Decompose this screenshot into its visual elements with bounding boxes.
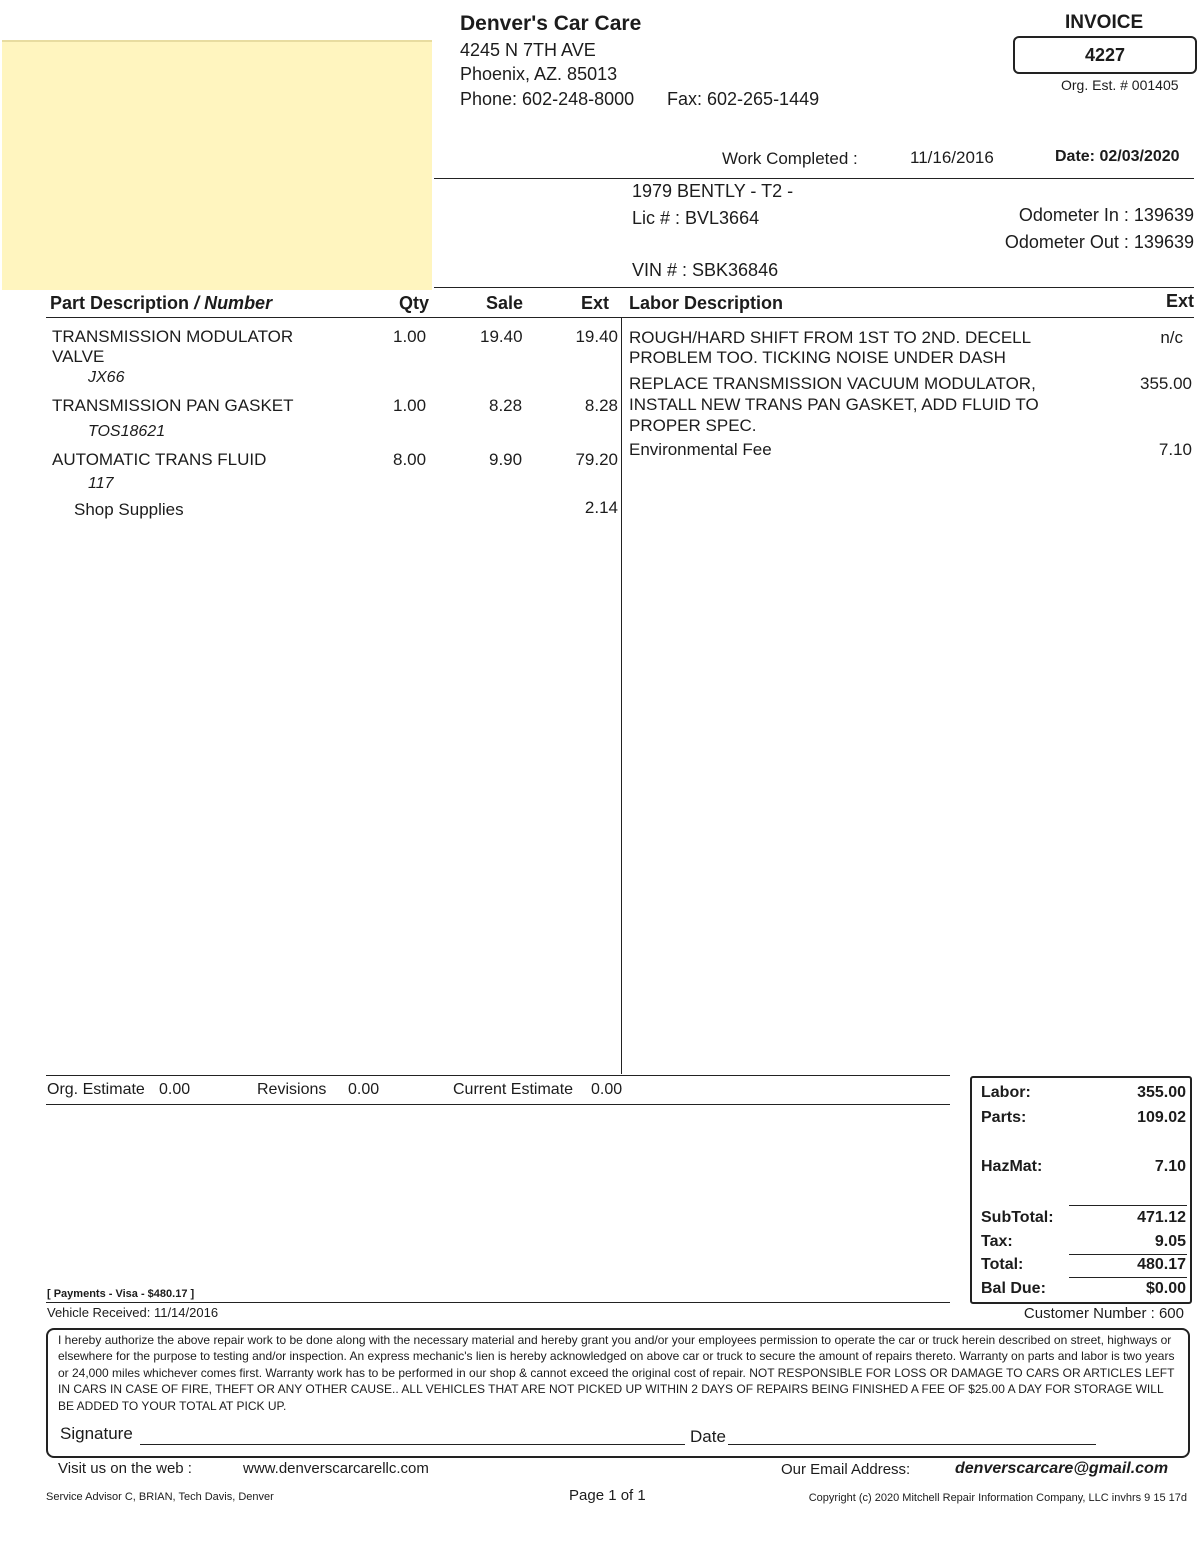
sticky-note-redaction — [2, 40, 432, 290]
labor-row-2-line1: REPLACE TRANSMISSION VACUUM MODULATOR, — [629, 374, 1036, 393]
part-row-1-number: JX66 — [88, 369, 125, 386]
sale-header: Sale — [486, 293, 524, 313]
labor-row-2-ext: 355.00 — [1140, 374, 1192, 393]
vehicle-vin: VIN # : SBK36846 — [632, 260, 779, 280]
invoice-number-box — [1013, 36, 1197, 74]
current-estimate-value: 0.00 — [591, 1081, 623, 1098]
signature-line[interactable] — [140, 1444, 685, 1445]
hazmat-value: 7.10 — [1154, 1158, 1186, 1175]
total-rule — [1069, 1254, 1187, 1255]
labor-row-1-line2: PROBLEM TOO. TICKING NOISE UNDER DASH — [629, 348, 1006, 367]
shop-address-line2: Phoenix, AZ. 85013 — [460, 64, 618, 84]
labor-row-1-ext: n/c — [1160, 328, 1183, 347]
part-row-2-ext: 8.28 — [584, 396, 618, 415]
revisions-label: Revisions — [257, 1081, 327, 1098]
part-number-header: / Number — [194, 293, 273, 313]
payments-divider — [46, 1302, 950, 1303]
copyright: Copyright (c) 2020 Mitchell Repair Information Company, LLC invhrs 9 15 17d — [808, 1492, 1187, 1504]
shop-supplies-label: Shop Supplies — [74, 500, 184, 519]
date-line[interactable] — [728, 1444, 1096, 1445]
revisions-value: 0.00 — [348, 1081, 380, 1098]
part-row-1-sale: 19.40 — [480, 327, 523, 346]
subtotal-row — [981, 1209, 1186, 1227]
bal-rule — [1069, 1277, 1187, 1278]
parts-ext-header: Ext — [581, 293, 610, 313]
shop-phone: Phone: 602-248-8000 — [460, 89, 635, 109]
balance-due-label: Bal Due: — [981, 1280, 1046, 1297]
invoice-label: INVOICE — [1065, 12, 1144, 33]
subtotal-value: 471.12 — [1137, 1209, 1186, 1226]
odometer-in: Odometer In : 139639 — [1018, 205, 1194, 225]
labor-ext-header: Ext — [1165, 291, 1194, 311]
date-label: Date — [690, 1427, 726, 1446]
total-row — [981, 1256, 1186, 1274]
hazmat-row — [981, 1158, 1186, 1176]
labor-row-1-line1: ROUGH/HARD SHIFT FROM 1ST TO 2ND. DECELL — [629, 328, 1032, 347]
authorization-box — [46, 1328, 1190, 1458]
labor-row-2-line3: PROPER SPEC. — [629, 416, 757, 435]
parts-total-label: Parts: — [981, 1109, 1027, 1126]
signature-label: Signature — [60, 1424, 133, 1443]
work-completed-date: 11/16/2016 — [910, 148, 994, 167]
labor-row-3-desc: Environmental Fee — [629, 440, 772, 459]
invoice-date: Date: 02/03/2020 — [1055, 148, 1180, 165]
vehicle-divider — [434, 287, 1194, 288]
current-estimate-label: Current Estimate — [453, 1081, 574, 1098]
part-description-header: Part Description — [50, 293, 190, 313]
part-row-1-ext: 19.40 — [575, 327, 618, 346]
part-row-2-number: TOS18621 — [88, 423, 166, 440]
part-row-3-number: 117 — [88, 475, 114, 492]
parts-total-value: 109.02 — [1137, 1109, 1186, 1126]
payments-note: [ Payments - Visa - $480.17 ] — [47, 1288, 195, 1300]
labor-row-2-line2: INSTALL NEW TRANS PAN GASKET, ADD FLUID TO — [629, 395, 1039, 414]
labor-total-value: 355.00 — [1137, 1084, 1186, 1101]
invoice-number: 4227 — [1084, 45, 1126, 65]
qty-header: Qty — [399, 293, 430, 313]
part-row-2-desc: TRANSMISSION PAN GASKET — [52, 396, 294, 415]
email-label: Our Email Address: — [781, 1461, 911, 1478]
labor-total-row — [981, 1084, 1186, 1102]
vehicle-license: Lic # : BVL3664 — [632, 208, 760, 228]
parts-total-row — [981, 1109, 1186, 1127]
parts-header — [50, 293, 272, 314]
header-divider — [434, 178, 1194, 179]
shop-name: Denver's Car Care — [460, 12, 642, 35]
part-row-3-sale: 9.90 — [489, 450, 523, 469]
service-advisor: Service Advisor C, BRIAN, Tech Davis, Denver — [46, 1491, 274, 1503]
vehicle-received: Vehicle Received: 11/14/2016 — [47, 1305, 219, 1320]
part-row-3-qty: 8.00 — [393, 450, 427, 469]
subtotal-label: SubTotal: — [981, 1209, 1054, 1226]
balance-due-row — [981, 1280, 1186, 1298]
shop-address-line1: 4245 N 7TH AVE — [460, 40, 596, 60]
part-row-3-ext: 79.20 — [575, 450, 618, 469]
table-bottom-line — [46, 1075, 950, 1076]
part-row-1-desc-line1: TRANSMISSION MODULATOR — [52, 327, 294, 346]
org-estimate-number: Org. Est. # 001405 — [1061, 77, 1179, 93]
totals-box — [970, 1076, 1192, 1304]
org-estimate-label: Org. Estimate — [47, 1081, 145, 1098]
customer-number: Customer Number : 600 — [1023, 1305, 1184, 1322]
hazmat-label: HazMat: — [981, 1158, 1043, 1175]
email-link[interactable]: denverscarcare@gmail.com — [955, 1460, 1169, 1477]
part-row-1-qty: 1.00 — [393, 327, 427, 346]
estimate-divider — [46, 1104, 950, 1105]
org-estimate-value: 0.00 — [159, 1081, 191, 1098]
column-separator — [621, 318, 622, 1074]
part-row-2-sale: 8.28 — [489, 396, 523, 415]
page-number: Page 1 of 1 — [569, 1487, 646, 1504]
tax-row — [981, 1233, 1186, 1251]
website-link[interactable]: www.denverscarcarellc.com — [243, 1460, 429, 1477]
total-value: 480.17 — [1137, 1256, 1186, 1273]
balance-due-value: $0.00 — [1145, 1280, 1186, 1297]
authorization-text: I hereby authorize the above repair work to be done along with the necessary material and hereby grant you and/or your employees permission to operate the car or truck herein described on street, highways or elsewhere for the purpose to testing and/or inspection. An express mechanic's lien is hereby acknowledged on above car or truck to secure the amount of repairs thereto. Warranty on parts and labor is two years or 24,000 miles whichever comes first. Warranty work has to be performed in our shop & cannot exceed the original cost of repair. NOT RESPONSIBLE FOR LOSS OR DAMAGE TO CARS OR ARTICLES LEFT IN CARS IN CASE OF FIRE, THEFT OR ANY OTHER CAUSE.. ALL VEHICLES THAT ARE NOT PICKED UP WITHIN 2 DAYS OF REPAIRS BEING FINISHED A FEE OF $25.00 A DAY FOR STORAGE WILL BE ADDED TO YOUR TOTAL AT PICK UP. — [58, 1333, 1175, 1413]
tax-value: 9.05 — [1154, 1233, 1186, 1250]
work-completed-label: Work Completed : — [722, 149, 858, 168]
table-header-divider — [46, 317, 1194, 318]
tax-label: Tax: — [981, 1233, 1013, 1250]
web-label: Visit us on the web : — [58, 1460, 192, 1477]
subtotal-rule — [1069, 1205, 1187, 1206]
part-row-2-qty: 1.00 — [393, 396, 427, 415]
labor-row-3-ext: 7.10 — [1158, 440, 1192, 459]
part-row-1-desc-line2: VALVE — [52, 347, 105, 366]
total-label: Total: — [981, 1256, 1024, 1273]
shop-fax: Fax: 602-265-1449 — [667, 89, 820, 109]
labor-total-label: Labor: — [981, 1084, 1031, 1101]
labor-description-header: Labor Description — [629, 293, 784, 313]
part-row-3-desc: AUTOMATIC TRANS FLUID — [52, 450, 267, 469]
shop-supplies-amount: 2.14 — [584, 498, 618, 517]
odometer-out: Odometer Out : 139639 — [1004, 232, 1194, 252]
vehicle-model: 1979 BENTLY - T2 - — [632, 181, 794, 201]
